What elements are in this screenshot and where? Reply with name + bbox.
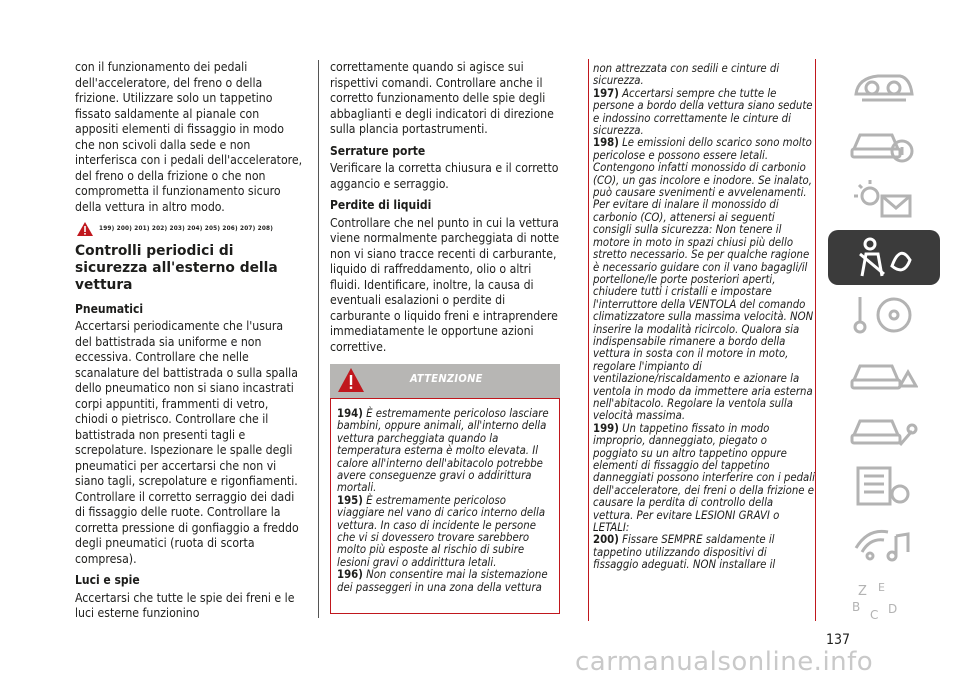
tab-maintenance[interactable] — [828, 401, 940, 456]
locks-title: Serrature porte — [330, 143, 426, 158]
attention-header — [330, 364, 560, 398]
locks-text: Verificare la corretta chiusura e il corretto aggancio e serraggio. — [330, 161, 559, 191]
maintenance-icon — [848, 407, 918, 451]
tab-safety[interactable] — [828, 230, 940, 285]
note-194: 194) È estremamente pericoloso lasciare bambini, oppure animali, all'interno della vettura parcheggiata quando la temperatura esterna è molto elevata. Il calore all'interno dell'abitacolo potrebbe avere conseguenze gravi o addirittura mortali. — [337, 407, 549, 495]
warning-refs-text: 199) 200) 201) 202) 203) 204) 205) 206) 207) 208) — [99, 224, 274, 232]
index-icon — [848, 579, 918, 623]
tab-emergency[interactable] — [828, 344, 940, 399]
tab-index[interactable] — [828, 573, 940, 628]
note-197: 197) Accertarsi sempre che tutte le persone a bordo della vettura siano sedute e indossino correttamente le cinture di sicurezza. — [593, 86, 813, 138]
tab-dashboard[interactable] — [828, 58, 940, 113]
safety-seatbelt-icon — [848, 236, 918, 280]
multimedia-icon — [848, 522, 918, 566]
note-200: 200) Fissare SEMPRE saldamente il tappetino utilizzando dispositivi di fissaggio adeguati. NON installare il — [593, 533, 776, 572]
svg-text:D: D — [888, 601, 898, 616]
warning-references — [77, 221, 303, 237]
emergency-icon — [848, 350, 918, 394]
note-199: 199) Un tappetino fissato in modo improprio, danneggiato, piegato o poggiato su un altro tappetino oppure elementi di fissaggio del tappetino danneggiati possono interferire con i pedali dell'acceleratore, dei freni o della frizione e causare la perdita di controllo della vettura. Per evitare LESIONI GRAVI o LETALI: — [593, 421, 815, 535]
column-2 — [330, 60, 560, 361]
starting-driving-icon — [848, 293, 918, 337]
intro-paragraph: con il funzionamento dei pedali dell'acceleratore, del freno o della frizione. Utilizzare solo un tappetino fissato saldamente al pianale con appositi elementi di fissaggio in modo che non scivoli dalla sede e non interferisca con i pedali dell'acceleratore, del freno o della frizione o che non comprometta il funzionamento sicuro della vettura in altro modo. — [75, 60, 303, 214]
page-number: 137 — [826, 632, 851, 648]
tab-warning-lights[interactable] — [828, 172, 940, 227]
lights-text: Accertarsi che tutte le spie dei freni e le luci esterne funzionino — [75, 590, 295, 620]
tyres-title: Pneumatici — [75, 301, 144, 316]
column-1 — [75, 60, 303, 628]
attention-title: ATTENZIONE — [410, 372, 483, 385]
tab-car-info[interactable] — [828, 115, 940, 170]
svg-text:C: C — [870, 607, 879, 622]
attention-box — [330, 398, 560, 614]
leaks-title: Perdite di liquidi — [330, 198, 432, 212]
tab-multimedia[interactable] — [828, 516, 940, 571]
tab-starting-driving[interactable] — [828, 287, 940, 342]
tyres-text: Accertarsi periodicamente che l'usura del battistrada sia uniforme e non eccessiva. Controllare che nelle scanalature del battistrada o sulla spalla dello pneumatico non si siano incastrati corpi appuntiti, frammenti di vetro, chiodi o pietrisco. Controllare che il battistrada non presenti tagli e screpolature. Ispezionare le spalle degli pneumatici per accertarsi che non vi siano tagli, screpolature e rigonfiamenti. Controllare il corretto serraggio dei dadi di fissaggio delle ruote. Controllare la corretta pressione di gonfiaggio a freddo degli pneumatici (ruota di scorta compresa). — [75, 319, 299, 566]
car-info-icon — [848, 121, 918, 165]
lights-continued: correttamente quando si agisce sui rispettivi comandi. Controllare anche il corretto funzionamento delle spie degli abbaglianti e degli indicatori di direzione sulla plancia portastrumenti. — [330, 60, 554, 136]
technical-data-icon — [848, 464, 918, 508]
dashboard-icon — [848, 64, 918, 108]
watermark: carmanualsonline.info — [575, 647, 874, 677]
chapter-sidebar — [828, 58, 938, 630]
warning-triangle-icon — [77, 222, 93, 236]
warning-triangle-icon — [338, 368, 364, 392]
warning-lights-icon — [848, 178, 918, 222]
leaks-text: Controllare che nel punto in cui la vettura viene normalmente parcheggiata di notte non vi siano tracce recenti di carburante, liquido di raffreddamento, olio o altri fluidi. Identificare, inoltre, la causa di eventuali esalazioni o perdite di carburante o liquido freni e intraprendere immediatamente le opportune azioni correttive. — [330, 215, 560, 354]
note-198: 198) Le emissioni dello scarico sono molto pericolose e possono essere letali. Contengono infatti monossido di carbonio (CO), un gas incolore e inodore. Se inalato, può causare svenimenti e avvelenamenti. Per evitare di inalare il monossido di carbonio (CO), attenersi ai seguenti consigli sulla sicurezza: Non tenere il motore in moto in spazi chiusi più dello stretto necessario. Se per qualche ragione è necessario guidare con il vano bagagli/il portellone/le porte posteriori aperti, chiudere tutti i cristalli e impostare l'interruttore della VENTOLA del comando climatizzatore sulla massima velocità. NON inserire la modalità ricircolo. Qualora sia indispensabile rimanere a bordo della vettura in sosta con il motore in moto, regolare l'impianto di ventilazione/riscaldamento e azionare la ventola in modo da immettere aria esterna nell'abitacolo. Regolare la ventola sulla velocità massima. — [593, 136, 814, 423]
note-196: 196) Non consentire mai la sistemazione dei passeggeri in una zona della vettura — [337, 568, 548, 594]
svg-text:B: B — [852, 599, 861, 614]
note-195: 195) È estremamente pericoloso viaggiare nel vano di carico interno della vettura. In caso di incidente le persone che vi si dovessero trovare sarebbero molto più esposte al rischio di subire lesioni gravi o addirittura letali. — [337, 493, 546, 569]
note-lead: non attrezzata con sedili e cinture di sicurezza. — [593, 62, 780, 88]
section-heading: Controlli periodici di sicurezza all'esterno della vettura — [75, 242, 278, 293]
tab-technical-data[interactable] — [828, 458, 940, 513]
lights-title: Luci e spie — [75, 573, 140, 587]
svg-text:Z: Z — [858, 583, 867, 599]
column-3-warnings — [588, 59, 816, 621]
column-divider — [318, 60, 319, 618]
svg-text:E: E — [878, 580, 885, 594]
